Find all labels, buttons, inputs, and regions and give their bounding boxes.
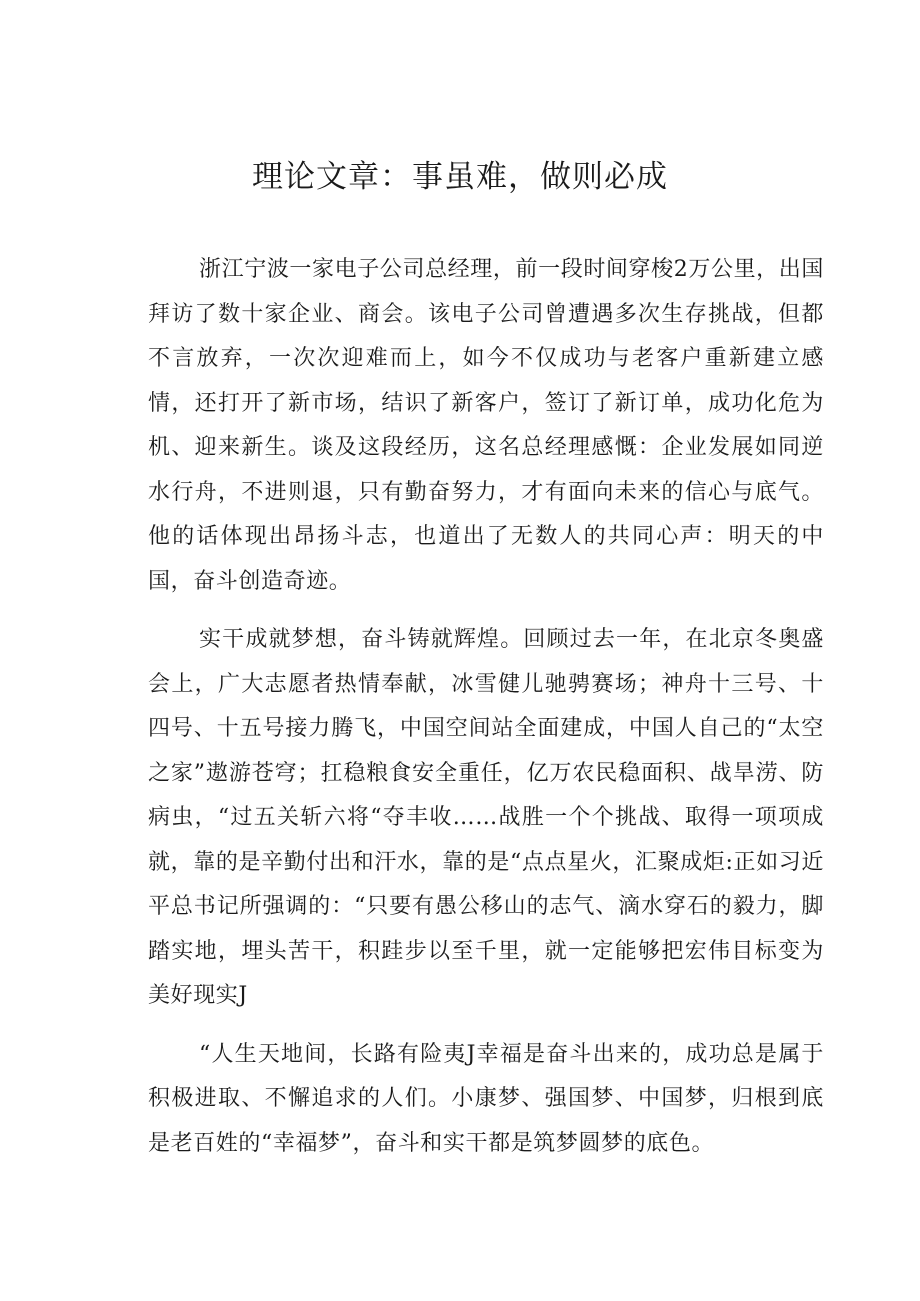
paragraph-2: 实干成就梦想，奋斗铸就辉煌。回顾过去一年，在北京冬奥盛会上，广大志愿者热情奉献，冰雪健儿驰骋赛场；神舟十三号、十四号、十五号接力腾飞，中国空间站全面建成，中国人自己的“太空之家”遨游苍穹；扛稳粮食安全重任，亿万农民稳面积、战旱涝、防病虫，“过五关斩六将“夺丰收……战胜一个个挑战、取得一项项成就，靠的是辛勤付出和汗水，靠的是“点点星火，汇聚成炬:正如习近平总书记所强调的：“只要有愚公移山的志气、滴水穿石的毅力，脚踏实地，埋头苦干，积跬步以至千里，就一定能够把宏伟目标变为美好现实J <box>148 627 824 1008</box>
document-title: 理论文章：事虽难，做则必成 <box>252 159 668 195</box>
paragraph-1: 浙江宁波一家电子公司总经理，前一段时间穿梭2万公里，出国拜访了数十家企业、商会。该电子公司曾遭遇多次生存挑战，但都不言放弃，一次次迎难而上，如今不仅成功与老客户重新建立感情，还打开了新市场，结识了新客户，签订了新订单，成功化危为机、迎来新生。谈及这段经历，这名总经理感慨：企业发展如同逆水行舟，不进则退，只有勤奋努力，才有面向未来的信心与底气。他的话体现出昂扬斗志，也道出了无数人的共同心声：明天的中国，奋斗创造奇迹。 <box>148 257 824 594</box>
document-body <box>148 248 824 1180</box>
paragraph-3: “人生天地间，长路有险夷J幸福是奋斗出来的，成功总是属于积极进取、不懈追求的人们。小康梦、强国梦、中国梦，归根到底是老百姓的“幸福梦”，奋斗和实干都是筑梦圆梦的底色。 <box>148 1041 824 1156</box>
